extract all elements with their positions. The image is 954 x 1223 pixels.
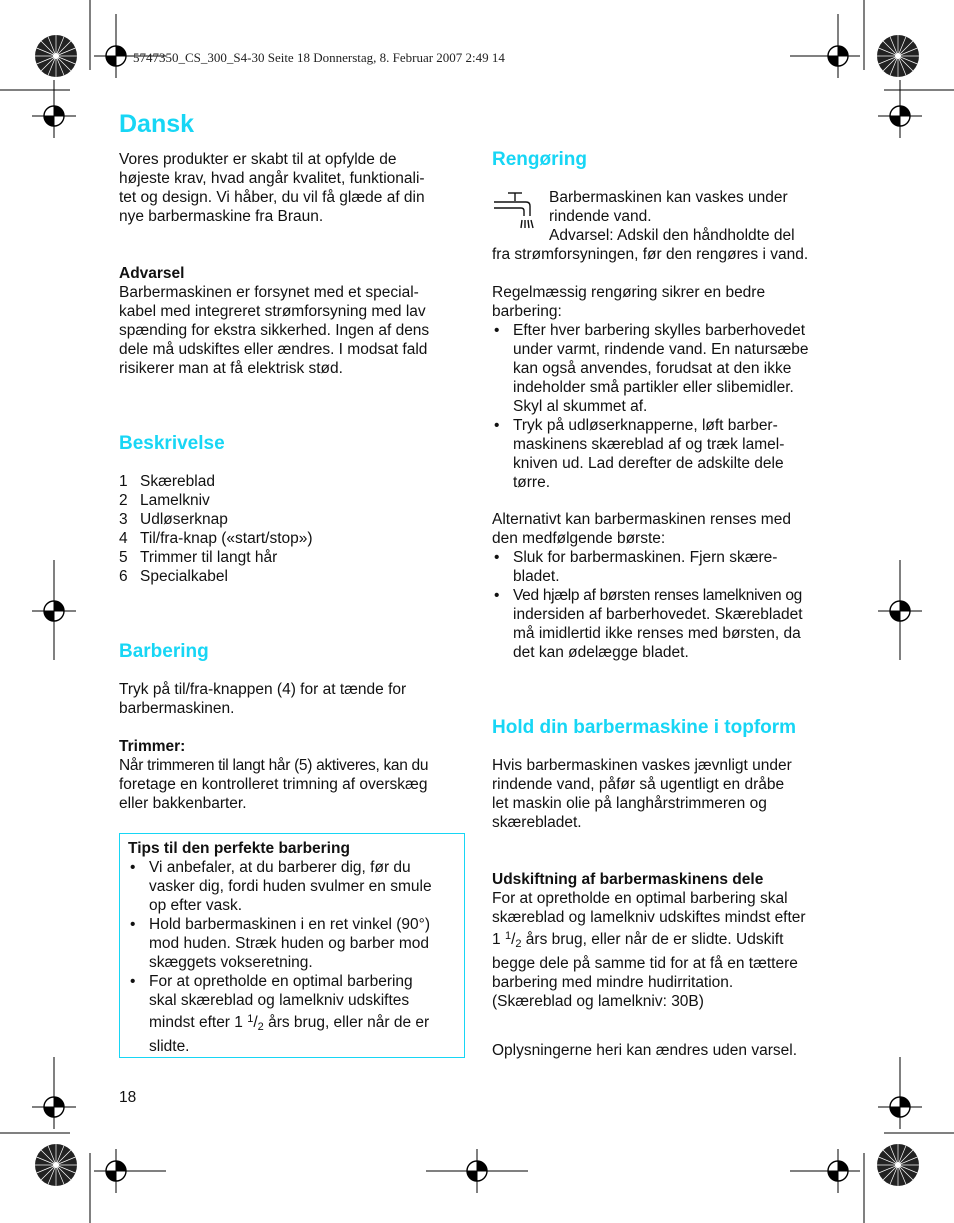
cleaning-icon-text	[549, 188, 849, 245]
bullet-line: indersiden af barberhovedet. Skærebladet	[513, 606, 803, 623]
warning-line: Barbermaskinen er forsynet med et special-	[119, 284, 419, 301]
warning-line: risikerer man at få elektrisk stød.	[119, 360, 343, 377]
keep-line: rindende vand, påfør så ugentligt en dråbe	[492, 776, 785, 793]
tip-line: op efter vask.	[149, 897, 243, 914]
keep-line: let maskin olie på langhårstrimmeren og	[492, 795, 767, 812]
list-item: • Efter hver barbering skylles barberhovedet under varmt, rindende vand. En natursæbe kan også anvendes, forudsat at den ikke indeholder små partikler eller slibemidler. Skyl al skummet af.	[494, 322, 809, 415]
cleaning-after-icon: fra strømforsyningen, før den rengøres i vand.	[492, 246, 809, 263]
list-item: • Hold barbermaskinen i en ret vinkel (90°) mod huden. Stræk huden og barber mod skæggets vokseretning.	[130, 916, 431, 971]
warning-line: dele må udskiftes eller ændres. I modsat fald	[119, 341, 428, 358]
bullet-line: kniven ud. Lad derefter de adskilte dele	[513, 455, 784, 472]
keep-paragraph	[492, 756, 837, 832]
cleaning-heading: Rengøring	[492, 149, 587, 170]
replace-fragment: 1	[492, 931, 505, 948]
notice-text: Oplysningerne heri kan ændres uden varsel.	[492, 1042, 798, 1059]
tip-line: vasker dig, fordi huden svulmer en smule	[149, 878, 432, 895]
fraction-numerator: 1	[504, 930, 512, 942]
trimmer-section	[119, 737, 464, 813]
trimmer-line: eller bakkenbarter.	[119, 795, 247, 812]
bullet-line: maskinens skæreblad af og træk lamel-	[513, 436, 785, 453]
tip-line: Vi anbefaler, at du barberer dig, før du	[149, 859, 411, 876]
trimmer-line: Når trimmeren til langt hår (5) aktiveres, kan du	[119, 757, 429, 774]
bullet-line: det kan ødelægge bladet.	[513, 644, 689, 661]
intro-line: tet og design. Vi håber, du vil få glæde af din	[119, 189, 425, 206]
bullet-line: må imidlertid ikke renses med børsten, da	[513, 625, 801, 642]
tips-content	[128, 839, 458, 1056]
shaving-line: barbermaskinen.	[119, 700, 235, 717]
list-item: • Sluk for barbermaskinen. Fjern skære- bladet.	[494, 549, 778, 585]
list-item: • For at opretholde en optimal barbering skal skæreblad og lamelkniv udskiftes mindst efter 1 $^1/_2$ års brug, eller når de er slidte.	[130, 973, 430, 1055]
bullet-line: Sluk for barbermaskinen. Fjern skære-	[513, 549, 778, 566]
brush-list	[492, 548, 837, 662]
warning-line: spænding for ekstra sikkerhed. Ingen af dens	[119, 322, 430, 339]
list-item	[119, 548, 464, 567]
fraction-numerator: 1	[247, 1013, 254, 1025]
fraction-slash: /	[511, 931, 516, 948]
item-number: 4	[119, 530, 128, 547]
trimmer-line: foretage en kontrolleret trimning af overskæg	[119, 776, 428, 793]
list-item	[119, 567, 464, 586]
replace-line: barbering med mindre hudirritation.	[492, 974, 734, 991]
warning-line: kabel med integreret strømforsyning med lav	[119, 303, 426, 320]
fraction-denominator: 2	[515, 938, 522, 950]
replace-line: begge dele på samme tid for at få en tættere	[492, 955, 798, 972]
item-label: Udløserknap	[140, 511, 228, 528]
bullet-line: bladet.	[513, 568, 560, 585]
print-slug: 5747350_CS_300_S4-30 Seite 18 Donnerstag, 8. Februar 2007 2:49 14	[133, 50, 505, 65]
tip-line: skæggets vokseretning.	[149, 954, 313, 971]
shaving-paragraph	[119, 680, 464, 718]
tips-list	[128, 858, 458, 1056]
keep-heading: Hold din barbermaskine i topform	[492, 717, 797, 738]
replace-line: (Skæreblad og lamelkniv: 30B)	[492, 993, 704, 1010]
alt-line: den medfølgende børste:	[492, 530, 666, 547]
tip-line: slidte.	[149, 1038, 190, 1055]
cleaning-line: rindende vand.	[549, 208, 652, 225]
fraction-denominator: 2	[257, 1021, 264, 1033]
shaving-line: Tryk på til/fra-knappen (4) for at tænde for	[119, 681, 407, 698]
tip-line: Hold barbermaskinen i en ret vinkel (90°)	[149, 916, 431, 933]
item-label: Specialkabel	[140, 568, 228, 585]
item-number: 1	[119, 473, 128, 490]
item-label: Lamelkniv	[140, 492, 210, 509]
tip-line: skal skæreblad og lamelkniv udskiftes	[149, 992, 410, 1009]
shaving-heading: Barbering	[119, 641, 209, 662]
replace-line	[492, 927, 842, 954]
replace-section	[492, 870, 842, 1011]
tip-line	[149, 1010, 429, 1037]
faucet-icon	[492, 188, 542, 232]
description-heading: Beskrivelse	[119, 433, 225, 454]
intro-line: højeste krav, hvad angår kvalitet, funktionali-	[119, 170, 425, 187]
bullet-line: Ved hjælp af børsten renses lamelkniven og	[513, 587, 802, 604]
keep-line: Hvis barbermaskinen vaskes jævnligt under	[492, 757, 792, 774]
cleaning-line: Advarsel: Adskil den håndholdte del	[549, 227, 795, 244]
tips-heading: Tips til den perfekte barbering	[128, 840, 350, 857]
bullet-line: Efter hver barbering skylles barberhovedet	[513, 322, 806, 339]
tip-fragment: års brug, eller når de er	[263, 1014, 430, 1031]
item-number: 6	[119, 568, 128, 585]
list-item	[119, 510, 464, 529]
replace-line: skæreblad og lamelkniv udskiftes mindst efter	[492, 909, 806, 926]
intro-line: nye barbermaskine fra Braun.	[119, 208, 324, 225]
tip-line: For at opretholde en optimal barbering	[149, 973, 413, 990]
item-label: Skæreblad	[140, 473, 215, 490]
warning-section	[119, 264, 464, 378]
tip-line: mod huden. Stræk huden og barber mod	[149, 935, 430, 952]
list-item	[119, 529, 464, 548]
bullet-line: indeholder små partikler eller slibemidler.	[513, 379, 794, 396]
regular-cleaning	[492, 283, 837, 492]
item-number: 3	[119, 511, 128, 528]
tip-fragment: mindst efter 1	[149, 1014, 248, 1031]
trimmer-heading: Trimmer:	[119, 738, 186, 755]
list-item: • Ved hjælp af børsten renses lamelkniven og indersiden af barberhovedet. Skærebladet må imidlertid ikke renses med børsten, da det kan ødelægge bladet.	[494, 587, 803, 661]
warning-heading: Advarsel	[119, 265, 185, 282]
replace-heading: Udskiftning af barbermaskinens dele	[492, 871, 764, 888]
bullet-line: Tryk på udløserknapperne, løft barber-	[513, 417, 778, 434]
regular-line: barbering:	[492, 303, 562, 320]
page-number: 18	[119, 1089, 137, 1106]
bullet-line: under varmt, rindende vand. En natursæbe	[513, 341, 809, 358]
bullet-line: tørre.	[513, 474, 551, 491]
list-item: • Vi anbefaler, at du barberer dig, før du vasker dig, fordi huden svulmer en smule op efter vask.	[130, 859, 432, 914]
item-label: Til/fra-knap («start/stop»)	[140, 530, 313, 547]
regular-line: Regelmæssig rengøring sikrer en bedre	[492, 284, 766, 301]
intro-line: Vores produkter er skabt til at opfylde de	[119, 151, 397, 168]
item-number: 2	[119, 492, 128, 509]
alt-line: Alternativt kan barbermaskinen renses med	[492, 511, 791, 528]
replace-fragment: års brug, eller når de er slidte. Udskift	[521, 931, 784, 948]
item-number: 5	[119, 549, 128, 566]
replace-line: For at opretholde en optimal barbering skal	[492, 890, 788, 907]
cleaning-line: Barbermaskinen kan vaskes under	[549, 189, 788, 206]
list-item: • Tryk på udløserknapperne, løft barber- maskinens skæreblad af og træk lamel- kniven ud. Lad derefter de adskilte dele tørre.	[494, 417, 785, 491]
item-label: Trimmer til langt hår	[140, 549, 278, 566]
page-title: Dansk	[119, 110, 195, 138]
cleaning-list	[492, 321, 837, 492]
parts-list	[119, 472, 464, 586]
alternative-cleaning	[492, 510, 837, 662]
bullet-line: Skyl al skummet af.	[513, 398, 648, 415]
fraction-slash: /	[253, 1014, 258, 1031]
list-item	[119, 491, 464, 510]
list-item	[119, 472, 464, 491]
bullet-line: kan også anvendes, forudsat at den ikke	[513, 360, 792, 377]
intro-paragraph	[119, 150, 464, 226]
keep-line: skærebladet.	[492, 814, 582, 831]
